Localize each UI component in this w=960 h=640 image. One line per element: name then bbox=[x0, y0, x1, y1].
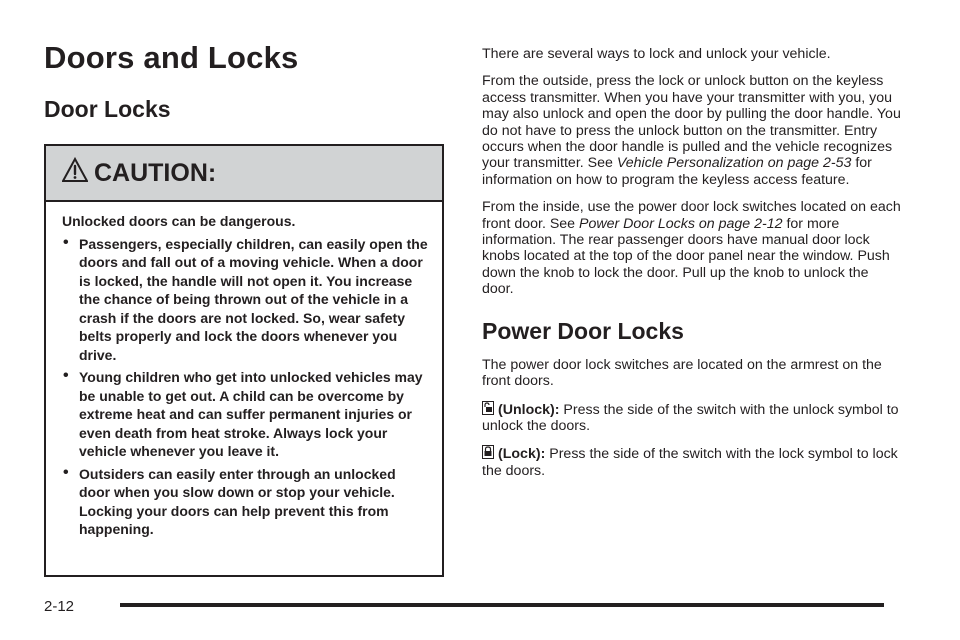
page-number: 2-12 bbox=[44, 598, 75, 615]
caution-bullet bbox=[62, 235, 428, 365]
power-door-locks-heading: Power Door Locks bbox=[482, 317, 684, 344]
right-column bbox=[482, 46, 902, 490]
caution-bullet-text: Young children who get into unlocked vehicles may be unable to get out. A child can be overcome by extreme heat and can suffer permanent injuries or even death from heat stroke. Always lock your vehicle whenever you leave it. bbox=[79, 369, 423, 459]
paragraph-ways: There are several ways to lock and unlock your vehicle. bbox=[482, 46, 831, 62]
caution-bullet bbox=[62, 465, 428, 539]
caution-title: CAUTION: bbox=[94, 158, 217, 187]
cross-reference-link[interactable]: Power Door Locks on page 2-12 bbox=[579, 215, 783, 232]
paragraph-inside: From the inside, use the power door lock switches located on each front door. See Power Door Locks on page 2-12 for more information. The rear passenger doors have manual door lock knobs located at the top of the door panel near the window. Push down the knob to lock the door. Pull up the knob to unlock the door. bbox=[482, 199, 901, 298]
footer-rule bbox=[120, 603, 884, 607]
caution-header bbox=[46, 146, 442, 202]
caution-bullet-text: Passengers, especially children, can easily open the doors and fall out of a moving vehicle. When a door is locked, the handle will not open it. You increase the chance of being thrown out of the vehicle in a crash if the doors are not locked. So, wear safety belts properly and lock the doors whenever you drive. bbox=[79, 235, 428, 363]
bullet-dot: • bbox=[63, 367, 69, 384]
caution-intro: Unlocked doors can be dangerous. bbox=[62, 213, 296, 229]
caution-body bbox=[46, 202, 442, 539]
bullet-dot: • bbox=[63, 233, 69, 251]
paragraph-switches: The power door lock switches are located on the armrest on the front doors. bbox=[482, 356, 882, 390]
caution-box bbox=[44, 144, 444, 577]
lock-label: (Lock): bbox=[498, 446, 546, 463]
bullet-dot: • bbox=[63, 463, 69, 481]
unlock-label: (Unlock): bbox=[498, 401, 560, 418]
paragraph-unlock bbox=[482, 401, 902, 435]
lock-text: Press the side of the switch with the lock symbol to lock the doors. bbox=[482, 446, 898, 479]
caution-bullet-text: Outsiders can easily enter through an unlocked door when you slow down or stop your vehicle. Locking your doors can help prevent this from happening. bbox=[79, 465, 396, 537]
cross-reference-link[interactable]: Vehicle Personalization on page 2-53 bbox=[616, 155, 852, 172]
paragraph-lock bbox=[482, 445, 902, 479]
lock-padlock-icon bbox=[482, 445, 494, 459]
caution-bullet bbox=[62, 368, 428, 461]
section-title: Door Locks bbox=[44, 96, 171, 122]
paragraph-outside: From the outside, press the lock or unlock button on the keyless access transmitter. When you have your transmitter with you, you may also unlock and open the door by pulling the door handle. You do not have to press the unlock button on the transmitter. Entry occurs when the door handle is pulled and the vehicle recognizes your transmitter. See Vehicle Personalization on page 2-53 for information on how to program the keyless access feature. bbox=[482, 73, 901, 188]
unlock-text: Press the side of the switch with the unlock symbol to unlock the doors. bbox=[482, 401, 899, 434]
page-title: Doors and Locks bbox=[44, 40, 299, 75]
caution-list bbox=[62, 235, 428, 539]
unlock-padlock-icon bbox=[482, 401, 494, 415]
warning-triangle-icon bbox=[62, 157, 88, 183]
